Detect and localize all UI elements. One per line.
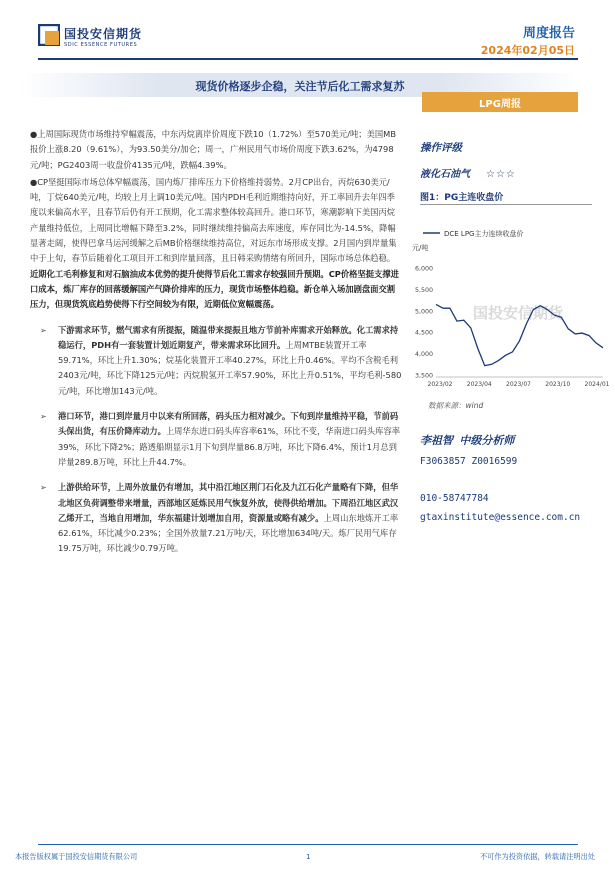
bullet-arrow-icon: ➢ xyxy=(40,325,47,335)
y-tick-label: 5,000 xyxy=(414,308,433,316)
section-lead: 下游需求环节，燃气需求有所提振，随温带来提振且地方节前补库需求开始释放。化工需求持稳运行，PDH有一套装置计划近期复产，带来需求环比回升。 xyxy=(58,324,399,350)
x-tick-label: 2023/10 xyxy=(545,381,571,388)
section-item xyxy=(40,323,402,399)
report-date: 2024年02月05日 xyxy=(480,44,575,57)
footer-copyright: 本报告版权属于国投安信期货有限公司 xyxy=(15,852,138,861)
report-title: 现货价格逐步企稳，关注节后化工需求复苏 xyxy=(195,80,405,93)
figure-source: 数据来源：wind xyxy=(428,401,484,410)
section-lead: 港口环节，港口到岸量月中以来有所回落，码头压力相对减少。下旬到岸量维持平稳，节前码头保出货，有压价降库动力。 xyxy=(58,411,399,437)
section-body: 上周华东进口码头库容率61%，环比不变，华南进口码头库容率39%，环比下降2%；路透船期显示1月下旬到岸量86.8万吨，环比下降6.4%，预计1月总到岸量289.8万吨，环比上升44.7%。 xyxy=(58,426,401,467)
x-tick-label: 2023/07 xyxy=(506,381,531,388)
paragraph-emphasis: 近期化工毛利修复和对石脑油成本优势的提升使得节后化工需求存较强回升预期。CP价格坚挺支撑进口成本，炼厂库存的回落缓解国产气降价排库的压力，现货市场整体趋稳。新仓单入场加剧盘面交割压力，但现货筑底趋势使得下行空间较为有限，近期低位宽幅震荡。 xyxy=(30,268,399,310)
page-header xyxy=(0,0,615,70)
x-tick-label: 2023/04 xyxy=(466,381,492,388)
analyst-name: 李祖智 xyxy=(420,434,453,447)
section-body: 上周MTBE装置开工率59.71%，环比上升1.30%；烷基化装置开工率40.27%，环比上升0.46%。平均不含税毛利2403元/吨，环比下降125元/吨；丙烷脱氢开工率57.90%，环比上升0.51%，平均毛利-580元/吨，环比增加143元/吨。 xyxy=(58,339,402,396)
company-logo-icon xyxy=(38,24,60,46)
footer-divider xyxy=(38,844,578,845)
main-text-column xyxy=(30,127,402,557)
price-chart xyxy=(398,210,610,395)
footer-disclaimer: 不可作为投资依据，转载请注明出处 xyxy=(479,852,595,861)
brand-name-en: SDIC ESSENCE FUTURES xyxy=(64,42,138,48)
page-number: 1 xyxy=(306,852,311,861)
report-type: 周度报告 xyxy=(522,26,575,41)
rating-item: 液化石油气 xyxy=(420,169,470,180)
y-tick-label: 6,000 xyxy=(414,265,433,273)
analyst-role: 中级分析师 xyxy=(459,434,515,447)
y-tick-label: 4,500 xyxy=(414,329,433,337)
figure-title: 图1：PG主连收盘价 xyxy=(420,193,504,203)
y-tick-label: 4,000 xyxy=(414,351,433,359)
section-lead: 上游供给环节，上周外放量仍有增加，其中沿江地区荆门石化及九江石化产量略有下降，但华北地区负荷调整带来增量，西部地区延炼民用气恢复外放，使得供给增加。下周沿江地区武汉乙烯开工，当地自用增加，华东福建计划增加自用，资源量或略有减少。 xyxy=(58,482,399,523)
rating-title: 操作评级 xyxy=(420,142,462,154)
paragraph-text: ●CP坚挺国际市场总体窄幅震荡，国内炼厂排库压力下价格维持弱势。2月CP出台，丙烷630美元/吨，丁烷640美元/吨，均较上月上调10美元/吨。国内PDH毛利近期维持向好，开工率回升去年四季度以来偏高水平，且春节后仍有开工预期，化工需求整体较高回升。港口环节，寒潮影响下美国丙烷产量维持低位，上周同比增幅下降至3.2%，同时继续维持偏高去库速度，库存同比为-14.5%，降幅显著走阔，使得巴拿马运河缓解之后MB价格继续维持高位，对远东市场形成支撑。2月国内到岸量集中于上旬，春节后随着化工项目开工和到岸量回落，且日韩采购情绪有所回升，国际市场总体趋稳。 xyxy=(30,176,397,264)
chart-axes xyxy=(415,266,610,389)
chart-watermark: 国投安信期货 xyxy=(472,304,564,322)
rating-stars-icon: ☆☆☆ xyxy=(486,169,516,180)
analyst-license: F3063857 Z0016599 xyxy=(420,456,518,467)
rating-row xyxy=(420,165,610,180)
category-tag xyxy=(422,92,578,112)
header-divider xyxy=(38,58,578,60)
brand-name-cn: 国投安信期货 xyxy=(64,27,143,41)
x-tick-label: 2023/02 xyxy=(427,381,453,388)
y-axis-label: 元/吨 xyxy=(412,244,429,252)
analyst-phone: 010-58747784 xyxy=(420,493,489,504)
figure-divider xyxy=(420,204,592,205)
analyst-title-row xyxy=(420,432,610,448)
bullet-arrow-icon: ➢ xyxy=(40,412,47,422)
analyst-email[interactable]: gtaxinstitute@essence.com.cn xyxy=(420,512,581,523)
legend-label: DCE LPG主力连续收盘价 xyxy=(444,230,524,238)
section-body: 上周山东地炼开工率62.61%，环比减少0.23%；全国外放量7.21万吨/天，环比增加634吨/天。炼厂民用气库存19.75万吨，环比减少0.79万吨。 xyxy=(58,512,399,554)
section-item xyxy=(40,409,402,470)
x-tick-label: 2024/01 xyxy=(584,381,610,388)
paragraph: ●上周国际现货市场维持窄幅震荡，中东丙烷离岸价周度下跌10（1.72%）至570美元/吨；美国MB报价上涨8.20（9.61%），为93.50美分/加仑；周一，广州民用气市场价周度下跌3.62%，为4798元/吨；PG2403周一收盘价4135元/吨，跌幅4.39%。 xyxy=(30,129,397,170)
y-tick-label: 5,500 xyxy=(414,286,433,294)
paragraph xyxy=(30,175,402,313)
bullet-arrow-icon: ➢ xyxy=(40,483,47,493)
y-tick-label: 3,500 xyxy=(414,372,433,380)
category-tag-label: LPG周报 xyxy=(479,99,521,110)
section-item xyxy=(40,480,402,556)
rating-panel xyxy=(420,140,610,180)
analyst-block xyxy=(420,432,610,523)
